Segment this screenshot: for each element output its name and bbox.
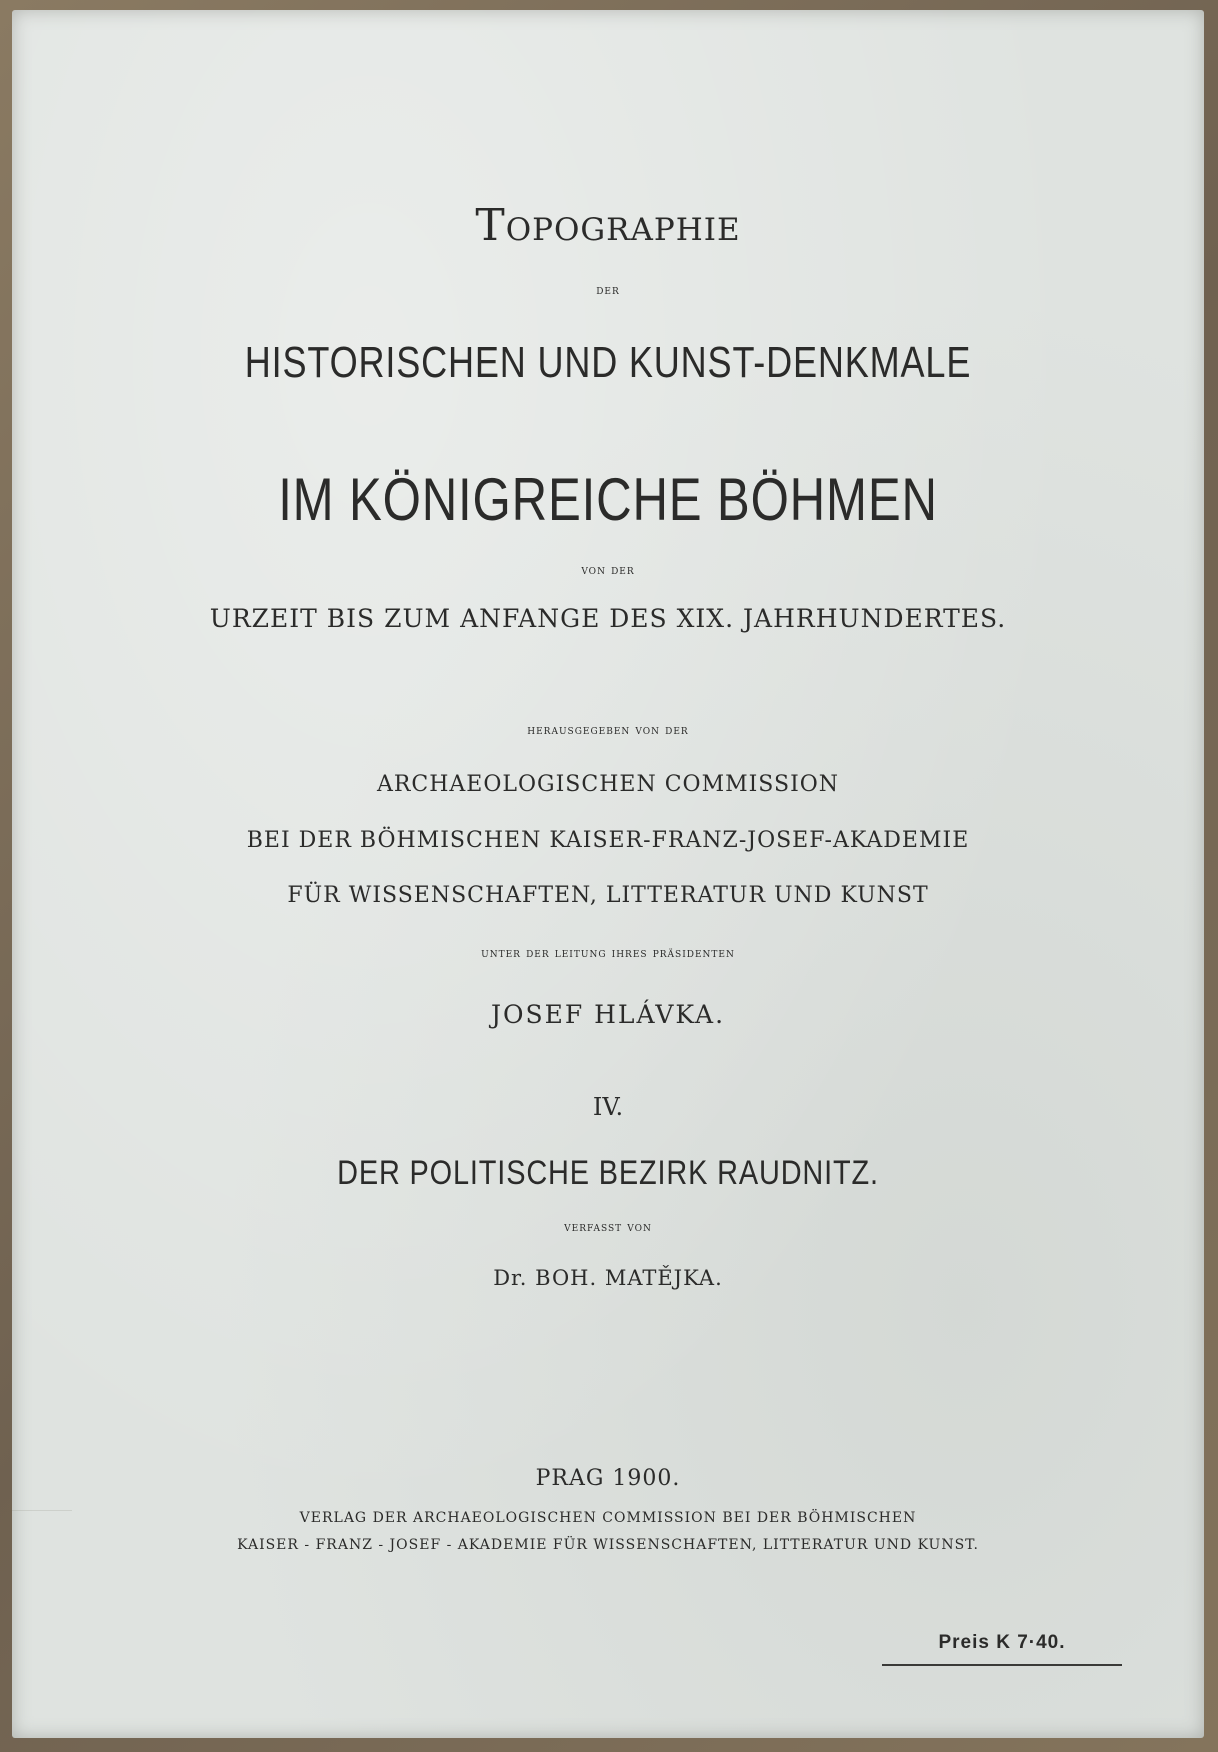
- subtitle-historisch: HISTORISCHEN UND KUNST-DENKMALE: [244, 338, 972, 387]
- verfasst-von-line: verfasst von: [564, 1220, 652, 1235]
- price-underline: [882, 1664, 1122, 1666]
- place-year: PRAG 1900.: [535, 1466, 681, 1491]
- commission-line: ARCHAEOLOGISCHEN COMMISSION: [376, 772, 840, 797]
- publisher-line-1: VERLAG DER ARCHAEOLOGISCHEN COMMISSION BEI DER BÖHMISCHEN: [299, 1510, 917, 1526]
- book-cover: [12, 10, 1204, 1738]
- connector-von-der: von der: [581, 563, 635, 578]
- publisher-line-2: KAISER - FRANZ - JOSEF - AKADEMIE FÜR WISSENSCHAFTEN, LITTERATUR UND KUNST.: [237, 1537, 979, 1553]
- wissenschaften-line: FÜR WISSENSCHAFTEN, LITTERATUR UND KUNST: [287, 883, 929, 908]
- connector-der: der: [596, 283, 620, 298]
- price-label: Preis K 7·40.: [938, 1632, 1066, 1653]
- herausgegeben-line: herausgegeben von der: [527, 723, 689, 738]
- volume-number: IV.: [592, 1093, 624, 1121]
- author-name: Dr. BOH. MATĚJKA.: [493, 1266, 723, 1290]
- subtitle-urzeit: URZEIT BIS ZUM ANFANGE DES XIX. JAHRHUNDERTES.: [209, 604, 1007, 633]
- unter-leitung-line: unter der leitung ihres präsidenten: [481, 946, 735, 961]
- cover-title-text: Topographie: [475, 200, 741, 251]
- akademie-line: BEI DER BÖHMISCHEN KAISER-FRANZ-JOSEF-AKADEMIE: [246, 828, 970, 853]
- subtitle-kingdom: IM KÖNIGREICHE BÖHMEN: [278, 466, 938, 533]
- district-title: DER POLITISCHE BEZIRK RAUDNITZ.: [337, 1154, 879, 1192]
- president-name: JOSEF HLÁVKA.: [490, 1000, 726, 1029]
- cover-title: [12, 200, 1204, 251]
